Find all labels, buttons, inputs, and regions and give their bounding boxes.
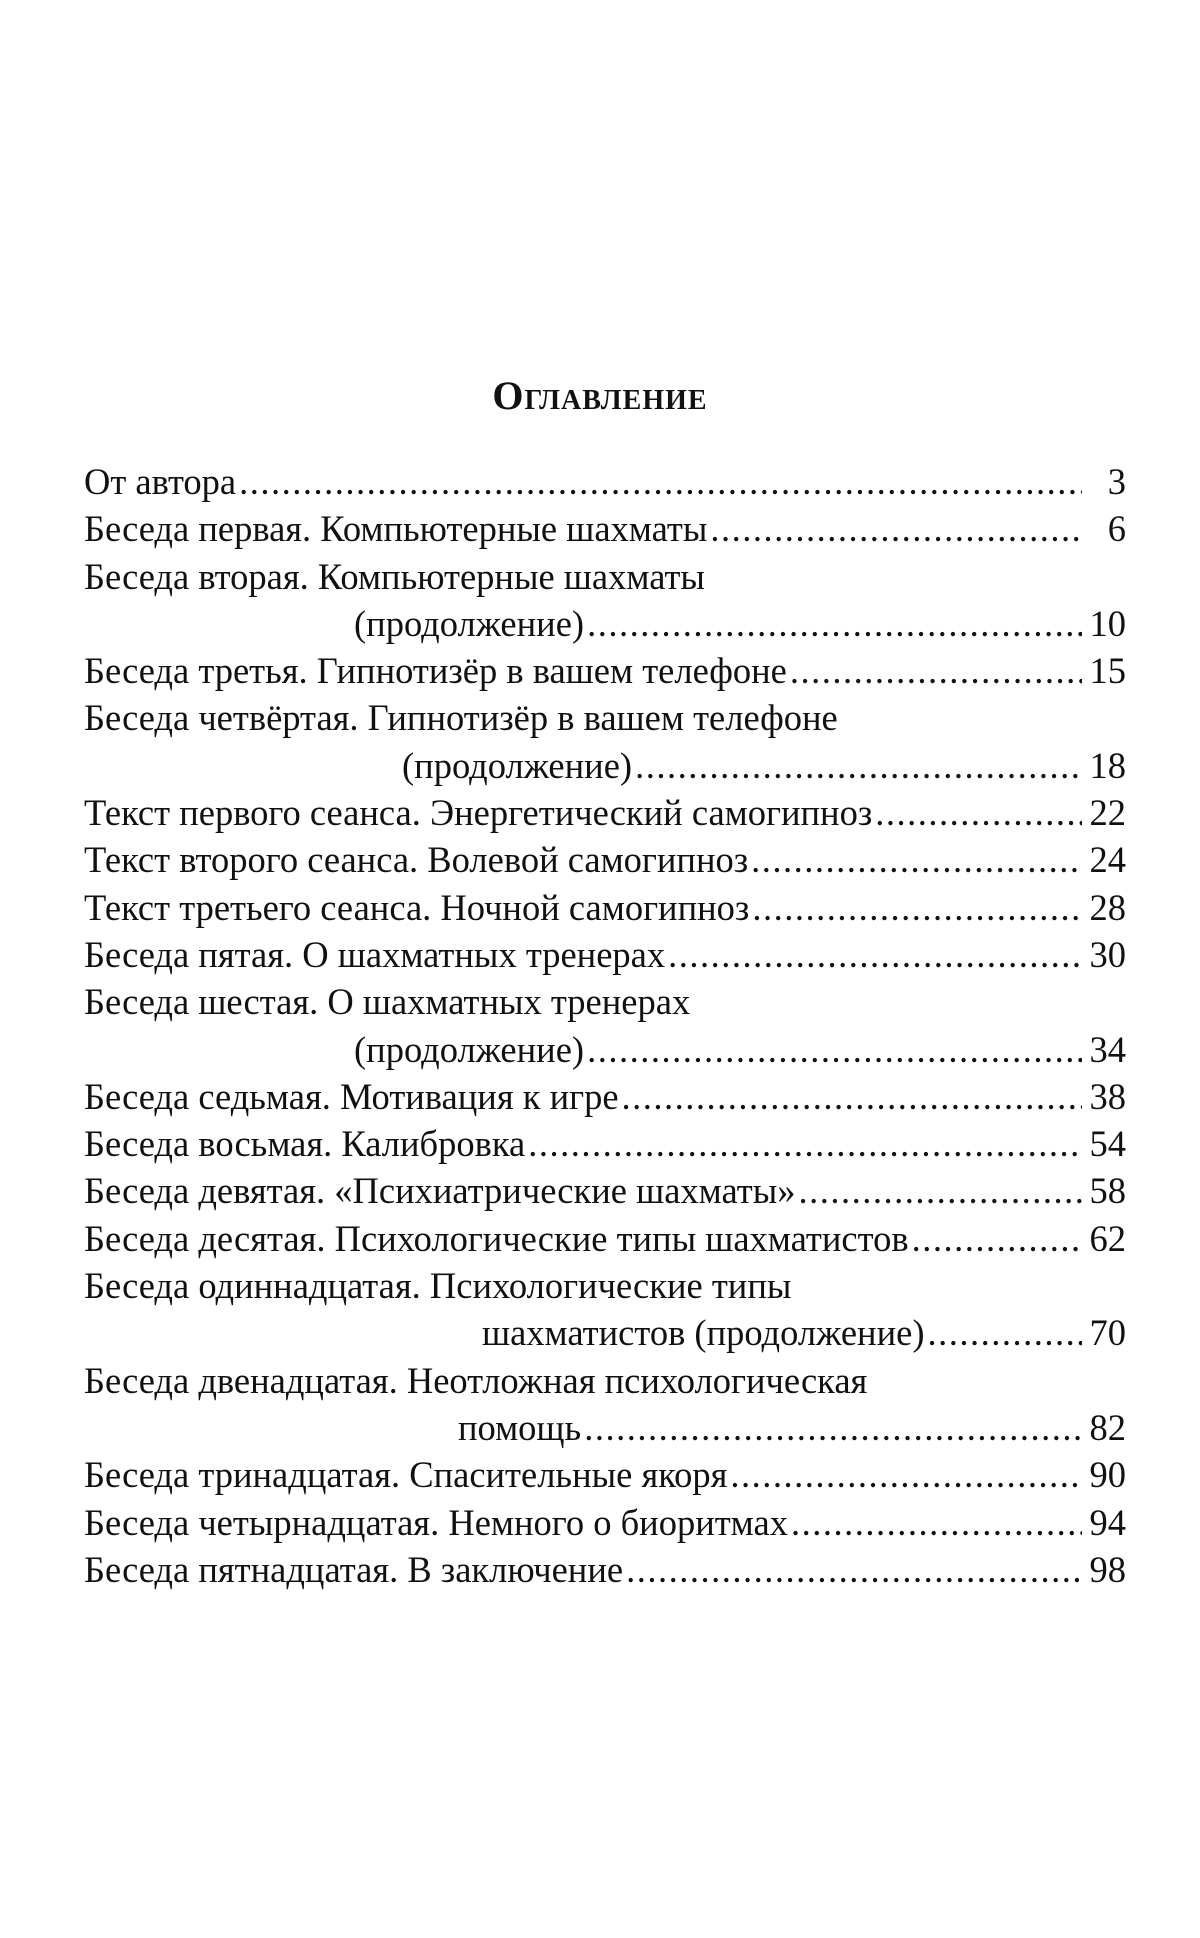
toc-entry: [84, 694, 1126, 789]
dot-leader: [622, 1073, 1082, 1120]
toc-entry: [84, 884, 1126, 931]
toc-entry-title: От автора: [84, 461, 237, 502]
toc-entry-continuation: (продолжение): [402, 744, 633, 786]
toc-entry: [84, 1546, 1126, 1593]
toc-page-number: 34: [1089, 1028, 1126, 1070]
toc-entry: [84, 1357, 1126, 1452]
toc-entry-title: Беседа тринадцатая. Спасительные якоря: [84, 1454, 728, 1496]
toc-entry-title: Текст второго сеанса. Волевой самогипноз: [84, 839, 749, 881]
toc-entry: [84, 1262, 1126, 1357]
toc-entry: [84, 1120, 1126, 1167]
toc-entry: [84, 931, 1126, 978]
toc-page-number: 94: [1089, 1501, 1126, 1543]
toc-page-number: 70: [1089, 1312, 1126, 1354]
toc-entry-continuation: (продолжение): [354, 1028, 585, 1070]
dot-leader: [587, 600, 1082, 647]
dot-leader: [875, 789, 1082, 836]
toc-page-number: 90: [1089, 1454, 1126, 1496]
dot-leader: [635, 742, 1082, 789]
toc-entry-title: Беседа пятнадцатая. В заключение: [84, 1548, 624, 1590]
toc-entry: [84, 1451, 1126, 1498]
toc-page-number: 6: [1107, 508, 1126, 550]
toc-entry: [84, 1167, 1126, 1214]
toc-entry: [84, 458, 1126, 505]
toc-page-number: 62: [1089, 1217, 1126, 1259]
toc-entry-title: Беседа четырнадцатая. Немного о биоритмах: [84, 1501, 788, 1543]
toc-page-number: 10: [1089, 602, 1126, 644]
toc-title: Оглавление: [492, 373, 708, 418]
toc-page-number: 22: [1089, 792, 1126, 834]
toc-page-number: 18: [1089, 744, 1126, 786]
toc-entry: [84, 836, 1126, 883]
toc-entry-title: Беседа одиннадцатая. Психологические типы: [84, 1265, 792, 1307]
toc-entry-title: Беседа третья. Гипнотизёр в вашем телефоне: [84, 650, 787, 692]
toc-entry-title: Беседа седьмая. Мотивация к игре: [84, 1075, 619, 1117]
dot-leader: [798, 1167, 1082, 1214]
toc-page-number: 58: [1089, 1170, 1126, 1212]
toc-page-number: 98: [1089, 1548, 1126, 1590]
toc-entry-title: Беседа восьмая. Калибровка: [84, 1123, 526, 1165]
dot-leader: [751, 836, 1082, 883]
dot-leader: [730, 1451, 1082, 1498]
dot-leader: [239, 458, 1082, 505]
dot-leader: [790, 647, 1082, 694]
toc-page-number: 15: [1089, 650, 1126, 692]
toc-entry-title: Беседа двенадцатая. Неотложная психологическая: [84, 1359, 868, 1401]
toc-page-number: 54: [1089, 1123, 1126, 1165]
toc-page-number: 38: [1089, 1075, 1126, 1117]
dot-leader: [710, 505, 1082, 552]
toc-entry-continuation: помощь: [458, 1406, 582, 1448]
toc-page-number: 82: [1089, 1406, 1126, 1448]
toc-entry-title: Беседа пятая. О шахматных тренерах: [84, 933, 666, 975]
dot-leader: [626, 1546, 1082, 1593]
dot-leader: [912, 1215, 1082, 1262]
dot-leader: [927, 1309, 1082, 1356]
toc-entry: [84, 505, 1126, 552]
toc-entry: [84, 1073, 1126, 1120]
toc-entry: [84, 647, 1126, 694]
toc-entry-title: Беседа четвёртая. Гипнотизёр в вашем телефоне: [84, 697, 838, 739]
dot-leader: [752, 884, 1082, 931]
toc-entry: [84, 1499, 1126, 1546]
dot-leader: [791, 1499, 1082, 1546]
toc-entry: [84, 978, 1126, 1073]
toc-entry-title: Беседа девятая. «Психиатрические шахматы»: [84, 1170, 796, 1212]
toc-entry: [84, 789, 1126, 836]
dot-leader: [528, 1120, 1082, 1167]
dot-leader: [668, 931, 1082, 978]
toc-entry-continuation: (продолжение): [354, 602, 585, 644]
toc-page-number: 28: [1089, 886, 1126, 928]
toc-entry-title: Беседа десятая. Психологические типы шахматистов: [84, 1217, 909, 1259]
toc-list: [84, 458, 1126, 1593]
toc-entry-title: Текст первого сеанса. Энергетический самогипноз: [84, 792, 873, 834]
toc-entry-title: Беседа шестая. О шахматных тренерах: [84, 981, 691, 1023]
dot-leader: [587, 1026, 1082, 1073]
toc-entry: [84, 1215, 1126, 1262]
dot-leader: [584, 1404, 1082, 1451]
toc-entry-title: Текст третьего сеанса. Ночной самогипноз: [84, 886, 750, 928]
toc-page-number: 24: [1089, 839, 1126, 881]
toc-page-number: 3: [1107, 461, 1126, 502]
toc-page-number: 30: [1089, 933, 1126, 975]
toc-entry: [84, 553, 1126, 648]
toc-entry-title: Беседа первая. Компьютерные шахматы: [84, 508, 708, 550]
toc-entry-continuation: шахматистов (продолжение): [482, 1312, 925, 1354]
toc-entry-title: Беседа вторая. Компьютерные шахматы: [84, 555, 705, 597]
